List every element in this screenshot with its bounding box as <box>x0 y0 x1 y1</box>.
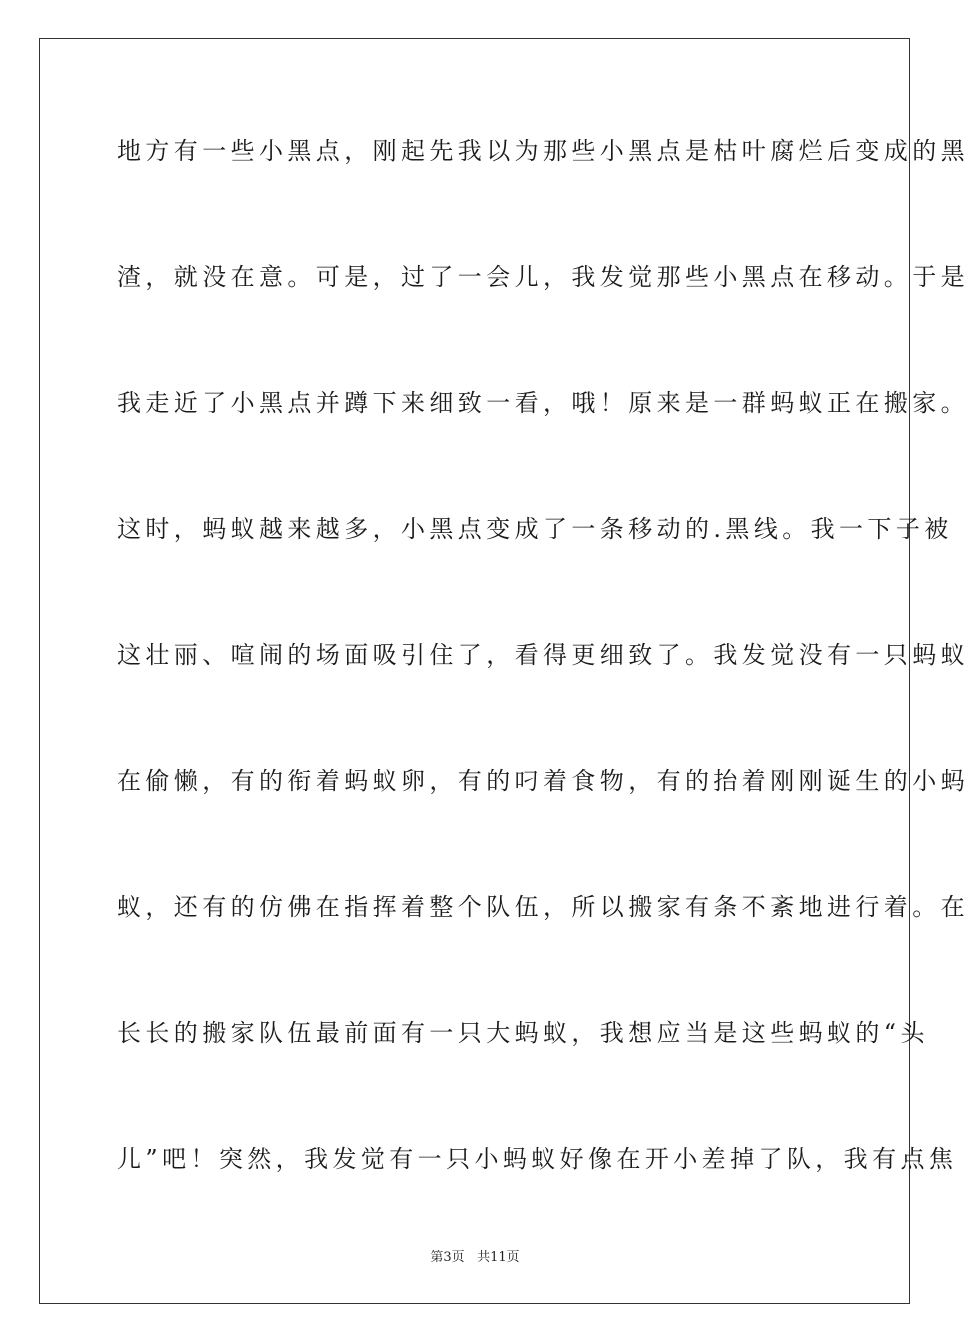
text-line-3: 我走近了小黑点并蹲下来细致一看，哦！原来是一群蚂蚁正在搬家。 <box>117 389 969 417</box>
text-line-6: 在偷懒，有的衔着蚂蚁卵，有的叼着食物，有的抬着刚刚诞生的小蚂 <box>117 767 969 795</box>
text-line-2: 渣，就没在意。可是，过了一会儿，我发觉那些小黑点在移动。于是 <box>117 263 969 291</box>
text-line-8: 长长的搬家队伍最前面有一只大蚂蚁，我想应当是这些蚂蚁的“头 <box>117 1019 929 1047</box>
text-line-5: 这壮丽、喧闹的场面吸引住了，看得更细致了。我发觉没有一只蚂蚁 <box>117 641 969 669</box>
text-line-7: 蚁，还有的仿佛在指挥着整个队伍，所以搬家有条不紊地进行着。在 <box>117 893 969 921</box>
page-number: 第3页 <box>430 1250 465 1265</box>
page-footer <box>0 1246 950 1265</box>
total-pages: 共11页 <box>477 1250 520 1265</box>
text-line-1: 地方有一些小黑点，刚起先我以为那些小黑点是枯叶腐烂后变成的黑 <box>117 137 969 165</box>
body-text <box>117 118 969 1252</box>
text-line-4: 这时，蚂蚁越来越多，小黑点变成了一条移动的.黑线。我一下子被 <box>117 515 953 543</box>
text-line-9: 儿”吧！突然，我发觉有一只小蚂蚁好像在开小差掉了队，我有点焦 <box>117 1145 958 1173</box>
